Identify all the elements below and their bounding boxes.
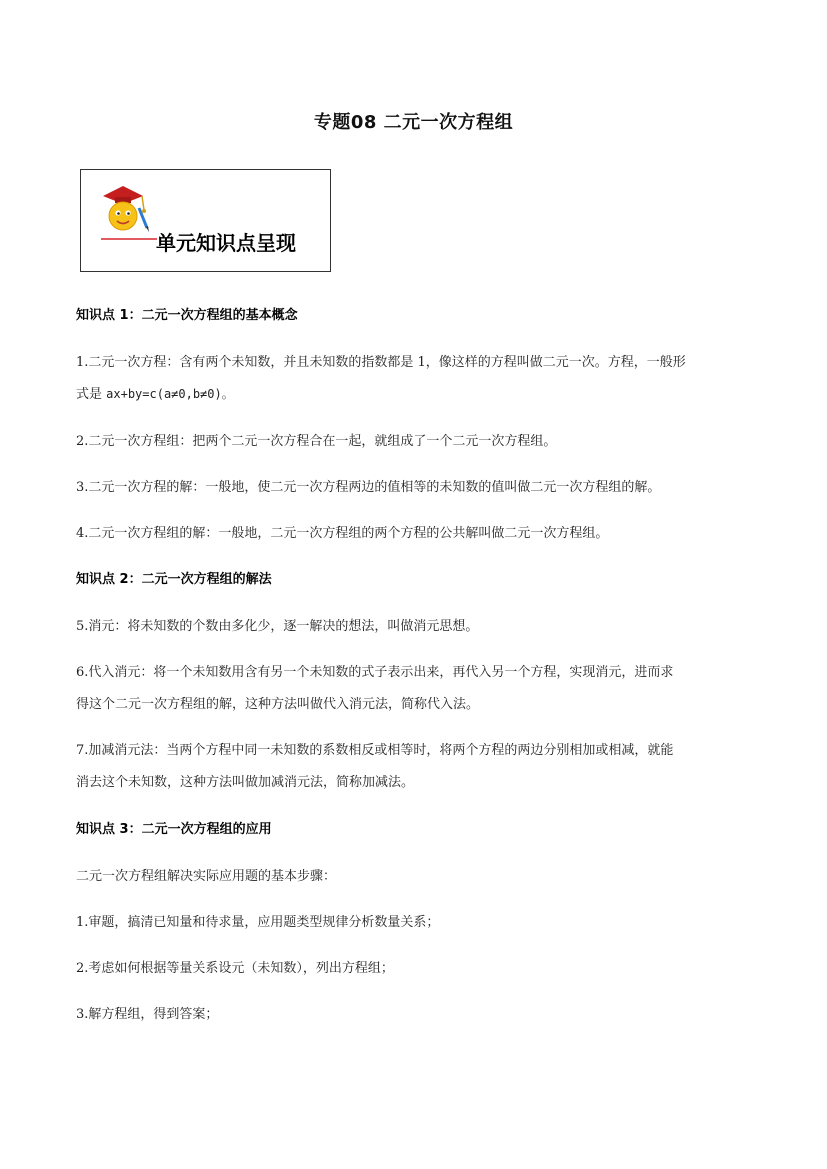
page-title: 专题08 二元一次方程组 bbox=[313, 112, 514, 133]
formula: ax+by=c(a≠0,b≠0)。 bbox=[106, 387, 234, 401]
section-heading-3: 知识点 3：二元一次方程组的应用 bbox=[76, 822, 272, 837]
section-heading-1: 知识点 1：二元一次方程组的基本概念 bbox=[76, 308, 298, 323]
paragraph-1-line-1: 1.二元一次方程：含有两个未知数，并且未知数的指数都是 1，像这样的方程叫做二元一次。方程，一般形 bbox=[76, 355, 686, 370]
steps-intro: 二元一次方程组解决实际应用题的基本步骤： bbox=[76, 869, 337, 884]
paragraph-1-prefix: 式是 bbox=[76, 387, 107, 402]
paragraph-3: 3.二元一次方程的解：一般地，使二元一次方程两边的值相等的未知数的值叫做二元一次方程组的解。 bbox=[76, 480, 661, 495]
paragraph-2: 2.二元一次方程组：把两个二元一次方程合在一起，就组成了一个二元一次方程组。 bbox=[76, 434, 557, 449]
section-banner bbox=[80, 169, 331, 272]
paragraph-7-line-1: 7.加减消元法：当两个方程中同一未知数的系数相反或相等时，将两个方程的两边分别相加或相减，就能 bbox=[76, 743, 674, 758]
paragraph-6-line-2: 得这个二元一次方程组的解，这种方法叫做代入消元法，简称代入法。 bbox=[76, 697, 480, 712]
banner-title: 单元知识点呈现 bbox=[156, 231, 296, 255]
paragraph-1-line-2 bbox=[76, 379, 756, 410]
step-3: 3.解方程组，得到答案； bbox=[76, 1007, 219, 1022]
paragraph-4: 4.二元一次方程组的解：一般地，二元一次方程组的两个方程的公共解叫做二元一次方程组。 bbox=[76, 526, 609, 541]
mascot-icon bbox=[99, 180, 157, 242]
step-1: 1.审题，搞清已知量和待求量，应用题类型规律分析数量关系； bbox=[76, 915, 440, 930]
paragraph-6-line-1: 6.代入消元：将一个未知数用含有另一个未知数的式子表示出来，再代入另一个方程，实现消元，进而求 bbox=[76, 665, 674, 680]
section-heading-2: 知识点 2：二元一次方程组的解法 bbox=[76, 572, 272, 587]
step-2: 2.考虑如何根据等量关系设元（未知数），列出方程组； bbox=[76, 961, 394, 976]
paragraph-7-line-2: 消去这个未知数，这种方法叫做加减消元法，简称加减法。 bbox=[76, 775, 415, 790]
paragraph-5: 5.消元：将未知数的个数由多化少，逐一解决的想法，叫做消元思想。 bbox=[76, 619, 479, 634]
